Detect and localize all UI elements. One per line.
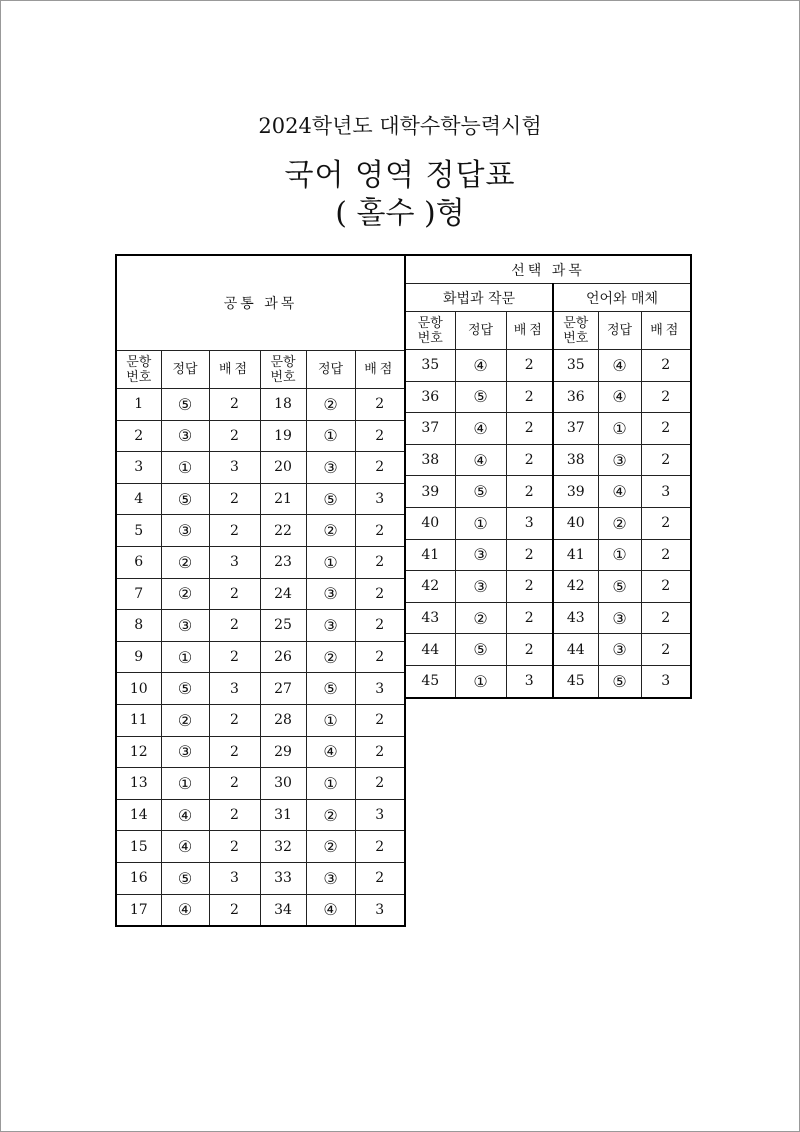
question-number: 37 — [405, 413, 455, 445]
table-row — [116, 831, 405, 863]
points: 2 — [641, 381, 691, 413]
question-number: 14 — [116, 799, 161, 831]
answer: ① — [598, 413, 641, 445]
table-row — [116, 452, 405, 484]
points: 2 — [209, 894, 260, 926]
answer: ② — [161, 578, 209, 610]
answer: ③ — [598, 444, 641, 476]
question-number: 6 — [116, 546, 161, 578]
question-number: 3 — [116, 452, 161, 484]
points: 2 — [641, 571, 691, 603]
table-row — [116, 704, 405, 736]
answer: ③ — [306, 610, 355, 642]
question-number: 30 — [260, 768, 306, 800]
points: 2 — [209, 483, 260, 515]
answer: ② — [306, 389, 355, 421]
answer-key-title: 국어 영역 정답표 — [284, 158, 516, 193]
points: 3 — [209, 862, 260, 894]
points: 2 — [355, 831, 405, 863]
answer: ③ — [161, 610, 209, 642]
points: 2 — [641, 634, 691, 666]
answer: ③ — [161, 736, 209, 768]
answer: ② — [161, 704, 209, 736]
points: 2 — [355, 515, 405, 547]
question-number: 24 — [260, 578, 306, 610]
answer: ⑤ — [161, 483, 209, 515]
points: 2 — [355, 704, 405, 736]
points: 2 — [641, 413, 691, 445]
question-number: 36 — [553, 381, 598, 413]
answer: ③ — [161, 420, 209, 452]
col-answer-header: 정답 — [161, 351, 209, 389]
table-row — [116, 673, 405, 705]
question-number: 44 — [405, 634, 455, 666]
table-row — [116, 768, 405, 800]
col-points-header: 배점 — [506, 312, 553, 350]
points: 2 — [506, 602, 553, 634]
question-number: 31 — [260, 799, 306, 831]
table-row — [405, 571, 691, 603]
language-media-header: 언어와 매체 — [553, 284, 691, 312]
question-number: 22 — [260, 515, 306, 547]
question-number: 44 — [553, 634, 598, 666]
question-number: 18 — [260, 389, 306, 421]
question-number: 41 — [405, 539, 455, 571]
answer: ⑤ — [306, 483, 355, 515]
question-number: 38 — [553, 444, 598, 476]
points: 2 — [641, 539, 691, 571]
points: 2 — [355, 578, 405, 610]
answer: ⑤ — [598, 571, 641, 603]
answer: ⑤ — [455, 381, 506, 413]
table-row — [116, 641, 405, 673]
answer: ② — [306, 641, 355, 673]
table-row — [116, 799, 405, 831]
table-row — [116, 610, 405, 642]
answer: ① — [306, 768, 355, 800]
question-number: 29 — [260, 736, 306, 768]
answer: ③ — [455, 571, 506, 603]
question-number: 4 — [116, 483, 161, 515]
points: 2 — [209, 768, 260, 800]
table-row — [116, 483, 405, 515]
answer: ② — [598, 507, 641, 539]
col-answer-header: 정답 — [306, 351, 355, 389]
points: 2 — [209, 736, 260, 768]
col-no-header: 문항 번호 — [405, 312, 455, 350]
table-row — [405, 413, 691, 445]
answer: ④ — [306, 894, 355, 926]
answer: ① — [455, 507, 506, 539]
answer: ④ — [598, 476, 641, 508]
table-row — [116, 389, 405, 421]
col-answer-header: 정답 — [455, 312, 506, 350]
question-number: 33 — [260, 862, 306, 894]
points: 3 — [355, 799, 405, 831]
points: 2 — [355, 546, 405, 578]
points: 3 — [506, 665, 553, 697]
question-number: 2 — [116, 420, 161, 452]
table-row — [405, 476, 691, 508]
points: 3 — [355, 673, 405, 705]
question-number: 35 — [405, 350, 455, 382]
points: 2 — [209, 610, 260, 642]
question-number: 27 — [260, 673, 306, 705]
question-number: 42 — [553, 571, 598, 603]
elective-subject-table — [404, 254, 692, 699]
question-number: 10 — [116, 673, 161, 705]
question-number: 23 — [260, 546, 306, 578]
answer: ① — [598, 539, 641, 571]
points: 2 — [355, 768, 405, 800]
points: 2 — [209, 515, 260, 547]
question-number: 9 — [116, 641, 161, 673]
answer: ② — [306, 515, 355, 547]
speech-writing-header: 화법과 작문 — [405, 284, 553, 312]
answer: ③ — [306, 452, 355, 484]
points: 3 — [641, 665, 691, 697]
points: 2 — [506, 634, 553, 666]
col-no-header: 문항 번호 — [553, 312, 598, 350]
question-number: 32 — [260, 831, 306, 863]
question-number: 45 — [405, 665, 455, 697]
points: 3 — [355, 894, 405, 926]
answer: ① — [306, 420, 355, 452]
points: 2 — [355, 452, 405, 484]
points: 2 — [209, 389, 260, 421]
exam-type-label: ( 홀수 )형 — [335, 196, 465, 231]
col-points-header: 배점 — [355, 351, 405, 389]
points: 2 — [506, 539, 553, 571]
question-number: 7 — [116, 578, 161, 610]
question-number: 20 — [260, 452, 306, 484]
points: 2 — [209, 799, 260, 831]
answer: ⑤ — [161, 389, 209, 421]
answer: ② — [455, 602, 506, 634]
table-row — [116, 736, 405, 768]
question-number: 28 — [260, 704, 306, 736]
points: 2 — [506, 571, 553, 603]
answer: ④ — [161, 799, 209, 831]
col-no-header: 문항 번호 — [260, 351, 306, 389]
points: 3 — [209, 452, 260, 484]
points: 2 — [209, 704, 260, 736]
table-row — [116, 546, 405, 578]
points: 3 — [641, 476, 691, 508]
question-number: 39 — [553, 476, 598, 508]
answer: ② — [161, 546, 209, 578]
question-number: 11 — [116, 704, 161, 736]
col-no-header: 문항 번호 — [116, 351, 161, 389]
common-subject-header: 공통 과목 — [116, 255, 405, 351]
answer: ③ — [306, 862, 355, 894]
answer: ⑤ — [306, 673, 355, 705]
table-row — [116, 894, 405, 926]
table-row — [405, 381, 691, 413]
col-points-header: 배점 — [209, 351, 260, 389]
elective-subject-header: 선택 과목 — [405, 255, 691, 284]
table-row — [405, 350, 691, 382]
points: 3 — [209, 673, 260, 705]
answer: ① — [455, 665, 506, 697]
question-number: 42 — [405, 571, 455, 603]
answer: ② — [306, 831, 355, 863]
question-number: 26 — [260, 641, 306, 673]
points: 3 — [209, 546, 260, 578]
answer: ③ — [161, 515, 209, 547]
answer: ③ — [598, 602, 641, 634]
table-row — [405, 507, 691, 539]
question-number: 40 — [553, 507, 598, 539]
points: 2 — [641, 602, 691, 634]
common-subject-table — [115, 254, 406, 927]
answer: ① — [161, 641, 209, 673]
answer: ③ — [306, 578, 355, 610]
points: 3 — [506, 507, 553, 539]
answer: ④ — [455, 444, 506, 476]
table-row — [405, 602, 691, 634]
answer: ⑤ — [455, 476, 506, 508]
question-number: 43 — [405, 602, 455, 634]
table-row — [116, 578, 405, 610]
question-number: 8 — [116, 610, 161, 642]
question-number: 39 — [405, 476, 455, 508]
answer: ② — [306, 799, 355, 831]
answer: ① — [306, 546, 355, 578]
question-number: 19 — [260, 420, 306, 452]
answer: ⑤ — [161, 673, 209, 705]
question-number: 43 — [553, 602, 598, 634]
answer: ④ — [306, 736, 355, 768]
answer: ① — [161, 768, 209, 800]
points: 2 — [355, 736, 405, 768]
question-number: 36 — [405, 381, 455, 413]
question-number: 13 — [116, 768, 161, 800]
question-number: 16 — [116, 862, 161, 894]
exam-year-title: 2024학년도 대학수학능력시험 — [258, 114, 542, 138]
answer: ④ — [455, 413, 506, 445]
points: 2 — [209, 831, 260, 863]
table-row — [405, 634, 691, 666]
answer: ④ — [161, 831, 209, 863]
question-number: 35 — [553, 350, 598, 382]
table-row — [116, 515, 405, 547]
points: 2 — [506, 413, 553, 445]
table-row — [116, 420, 405, 452]
table-row — [405, 539, 691, 571]
answer: ⑤ — [161, 862, 209, 894]
points: 2 — [355, 420, 405, 452]
question-number: 21 — [260, 483, 306, 515]
points: 2 — [641, 350, 691, 382]
question-number: 37 — [553, 413, 598, 445]
answer: ⑤ — [455, 634, 506, 666]
answer: ① — [306, 704, 355, 736]
table-row — [405, 665, 691, 697]
question-number: 38 — [405, 444, 455, 476]
question-number: 34 — [260, 894, 306, 926]
question-number: 45 — [553, 665, 598, 697]
points: 2 — [355, 641, 405, 673]
points: 2 — [355, 610, 405, 642]
points: 2 — [209, 420, 260, 452]
answer: ③ — [598, 634, 641, 666]
answer: ① — [161, 452, 209, 484]
answer: ⑤ — [598, 665, 641, 697]
points: 2 — [506, 444, 553, 476]
points: 2 — [209, 578, 260, 610]
points: 2 — [209, 641, 260, 673]
table-row — [405, 444, 691, 476]
points: 3 — [355, 483, 405, 515]
question-number: 15 — [116, 831, 161, 863]
question-number: 17 — [116, 894, 161, 926]
col-answer-header: 정답 — [598, 312, 641, 350]
question-number: 1 — [116, 389, 161, 421]
points: 2 — [506, 476, 553, 508]
col-points-header: 배점 — [641, 312, 691, 350]
question-number: 40 — [405, 507, 455, 539]
points: 2 — [355, 389, 405, 421]
question-number: 25 — [260, 610, 306, 642]
answer: ③ — [455, 539, 506, 571]
points: 2 — [506, 381, 553, 413]
table-row — [116, 862, 405, 894]
points: 2 — [355, 862, 405, 894]
answer: ④ — [598, 350, 641, 382]
answer: ④ — [598, 381, 641, 413]
answer: ④ — [455, 350, 506, 382]
question-number: 5 — [116, 515, 161, 547]
answer: ④ — [161, 894, 209, 926]
question-number: 41 — [553, 539, 598, 571]
points: 2 — [641, 507, 691, 539]
question-number: 12 — [116, 736, 161, 768]
points: 2 — [506, 350, 553, 382]
points: 2 — [641, 444, 691, 476]
